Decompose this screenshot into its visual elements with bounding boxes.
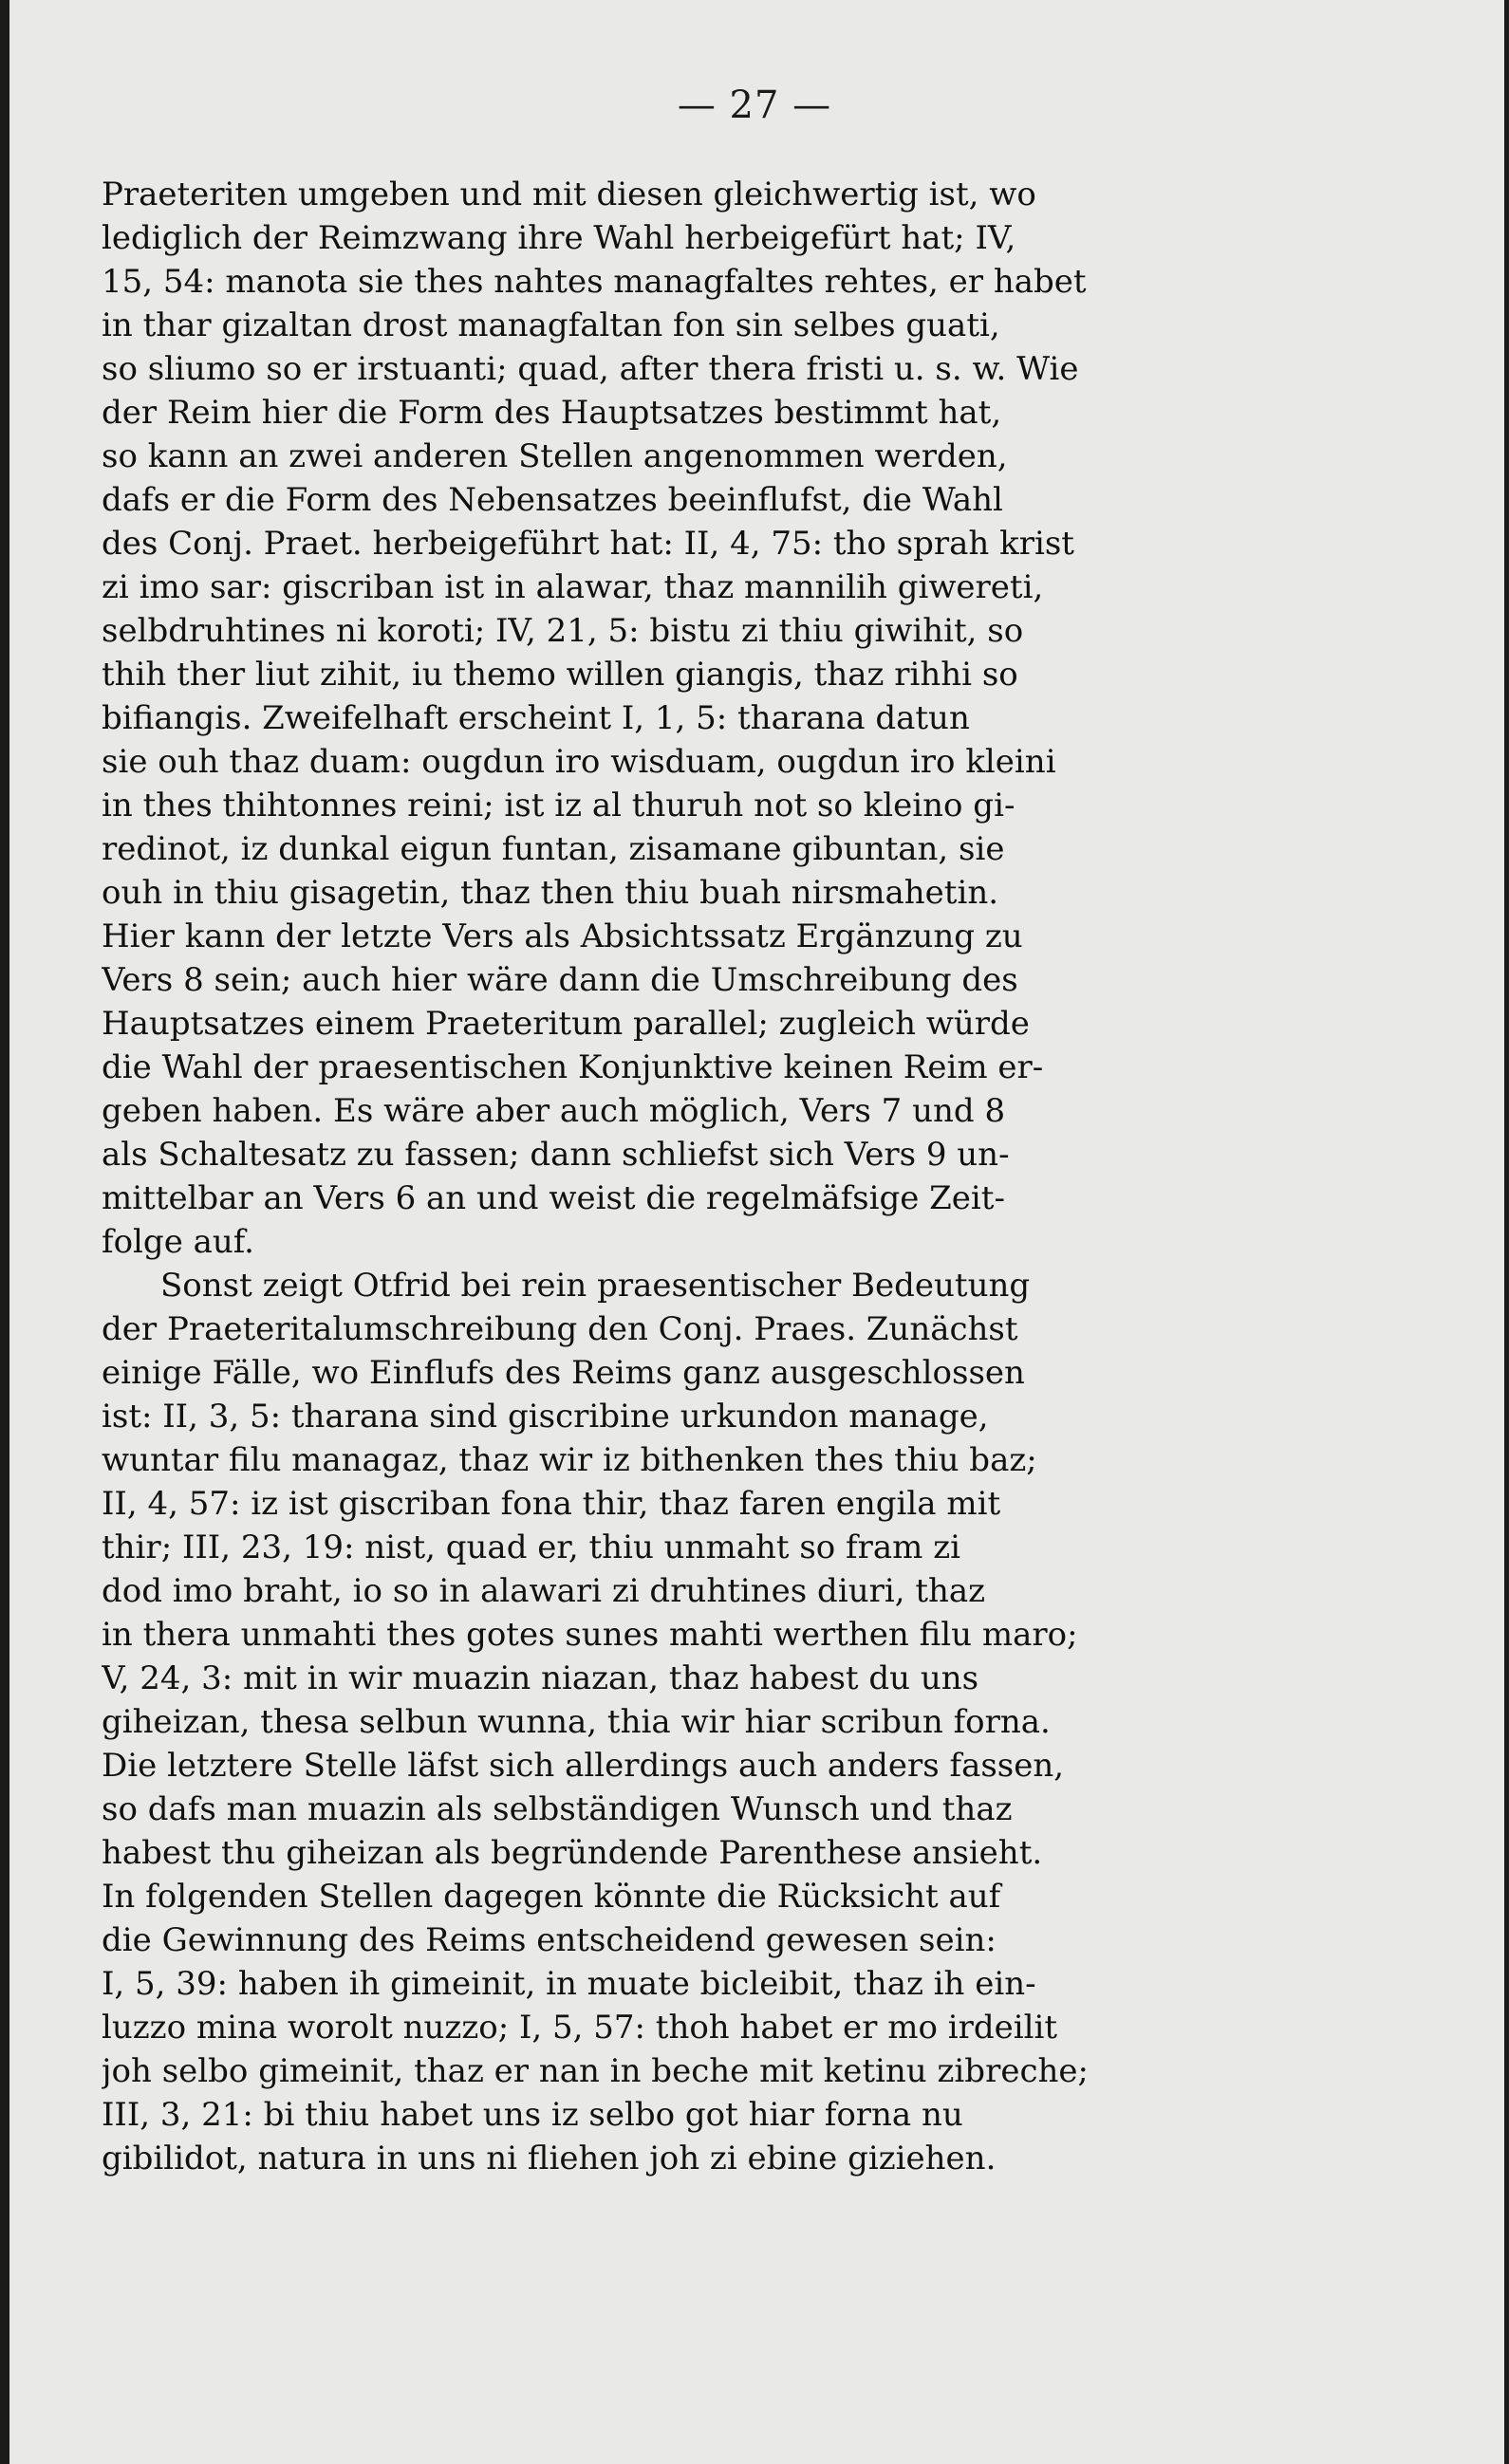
text-line: sie ouh thaz duam: ougdun iro wisduam, ougdun iro kleini <box>102 743 1056 781</box>
text-line: die Wahl der praesentischen Konjunktive keinen Reim er- <box>102 1048 1044 1086</box>
text-line: so dafs man muazin als selbständigen Wunsch und thaz <box>102 1790 1013 1828</box>
text-line: zi imo sar: giscriban ist in alawar, thaz mannilih giwereti, <box>102 568 1044 606</box>
text-line: joh selbo gimeinit, thaz er nan in beche mit ketinu zibreche; <box>102 2052 1089 2090</box>
text-line: des Conj. Praet. herbeigeführt hat: II, 4, 75: tho sprah krist <box>102 525 1074 563</box>
text-line: Die letztere Stelle läfst sich allerdings auch anders fassen, <box>102 1747 1065 1785</box>
text-line: in thes thihtonnes reini; ist iz al thuruh not so kleino gi- <box>102 787 1015 824</box>
text-line: Hier kann der letzte Vers als Absichtssatz Ergänzung zu <box>102 917 1023 955</box>
text-line: V, 24, 3: mit in wir muazin niazan, thaz habest du uns <box>102 1659 979 1697</box>
text-line: mittelbar an Vers 6 an und weist die regelmäfsige Zeit- <box>102 1179 1005 1217</box>
text-line: als Schaltesatz zu fassen; dann schliefst sich Vers 9 un- <box>102 1136 1010 1174</box>
text-line: geben haben. Es wäre aber auch möglich, Vers 7 und 8 <box>102 1092 1006 1130</box>
text-line: lediglich der Reimzwang ihre Wahl herbeigefürt hat; IV, <box>102 219 1016 257</box>
text-line: thir; III, 23, 19: nist, quad er, thiu unmaht so fram zi <box>102 1528 961 1566</box>
text-line: selbdruhtines ni koroti; IV, 21, 5: bistu zi thiu giwihit, so <box>102 612 1024 650</box>
text-line: luzzo mina worolt nuzzo; I, 5, 57: thoh habet er mo irdeilit <box>102 2009 1058 2047</box>
text-line: so sliumo so er irstuanti; quad, after thera fristi u. s. w. Wie <box>102 350 1079 388</box>
text-line: die Gewinnung des Reims entscheidend gewesen sein: <box>102 1921 997 1959</box>
text-line: dafs er die Form des Nebensatzes beeinflufst, die Wahl <box>102 481 1003 519</box>
text-line: thih ther liut zihit, iu themo willen giangis, thaz rihhi so <box>102 656 1018 694</box>
text-line: 15, 54: manota sie thes nahtes managfaltes rehtes, er habet <box>102 263 1087 301</box>
text-line: in thera unmahti thes gotes sunes mahti werthen filu maro; <box>102 1616 1078 1654</box>
text-line: In folgenden Stellen dagegen könnte die Rücksicht auf <box>102 1878 1001 1916</box>
text-line: giheizan, thesa selbun wunna, thia wir hiar scribun forna. <box>102 1703 1051 1741</box>
text-line: bifiangis. Zweifelhaft erscheint I, 1, 5: tharana datun <box>102 699 970 737</box>
text-line: der Praeteritalumschreibung den Conj. Praes. Zunächst <box>102 1310 1018 1348</box>
text-line: II, 4, 57: iz ist giscriban fona thir, thaz faren engila mit <box>102 1485 1001 1523</box>
text-line: redinot, iz dunkal eigun funtan, zisamane gibuntan, sie <box>102 830 1005 868</box>
text-line: Hauptsatzes einem Praeteritum parallel; zugleich würde <box>102 1005 1030 1043</box>
page-number: — 27 — <box>677 83 832 127</box>
text-line: in thar gizaltan drost managfaltan fon sin selbes guati, <box>102 306 1000 344</box>
text-line: so kann an zwei anderen Stellen angenommen werden, <box>102 437 1008 475</box>
text-line: I, 5, 39: haben ih gimeinit, in muate bicleibit, thaz ih ein- <box>102 1965 1036 2003</box>
text-line: wuntar filu managaz, thaz wir iz bithenken thes thiu baz; <box>102 1441 1037 1479</box>
text-line: habest thu giheizan als begründende Parenthese ansieht. <box>102 1834 1043 1872</box>
text-line: ouh in thiu gisagetin, thaz then thiu buah nirsmahetin. <box>102 874 999 912</box>
text-line: der Reim hier die Form des Hauptsatzes bestimmt hat, <box>102 394 1002 432</box>
text-line: Praeteriten umgeben und mit diesen gleichwertig ist, wo <box>102 176 1036 213</box>
text-line: gibilidot, natura in uns ni fliehen joh zi ebine giziehen. <box>102 2140 997 2177</box>
text-line: ist: II, 3, 5: tharana sind giscribine urkundon manage, <box>102 1398 989 1436</box>
body-text <box>102 173 1283 2180</box>
text-line: dod imo braht, io so in alawari zi druhtines diuri, thaz <box>102 1572 986 1610</box>
text-line: einige Fälle, wo Einflufs des Reims ganz ausgeschlossen <box>102 1354 1025 1392</box>
text-line: III, 3, 21: bi thiu habet uns iz selbo got hiar forna nu <box>102 2096 963 2134</box>
text-line: folge auf. <box>102 1223 254 1261</box>
paragraph-start-line: Sonst zeigt Otfrid bei rein praesentischer Bedeutung <box>160 1267 1031 1305</box>
text-line: Vers 8 sein; auch hier wäre dann die Umschreibung des <box>102 961 1018 999</box>
